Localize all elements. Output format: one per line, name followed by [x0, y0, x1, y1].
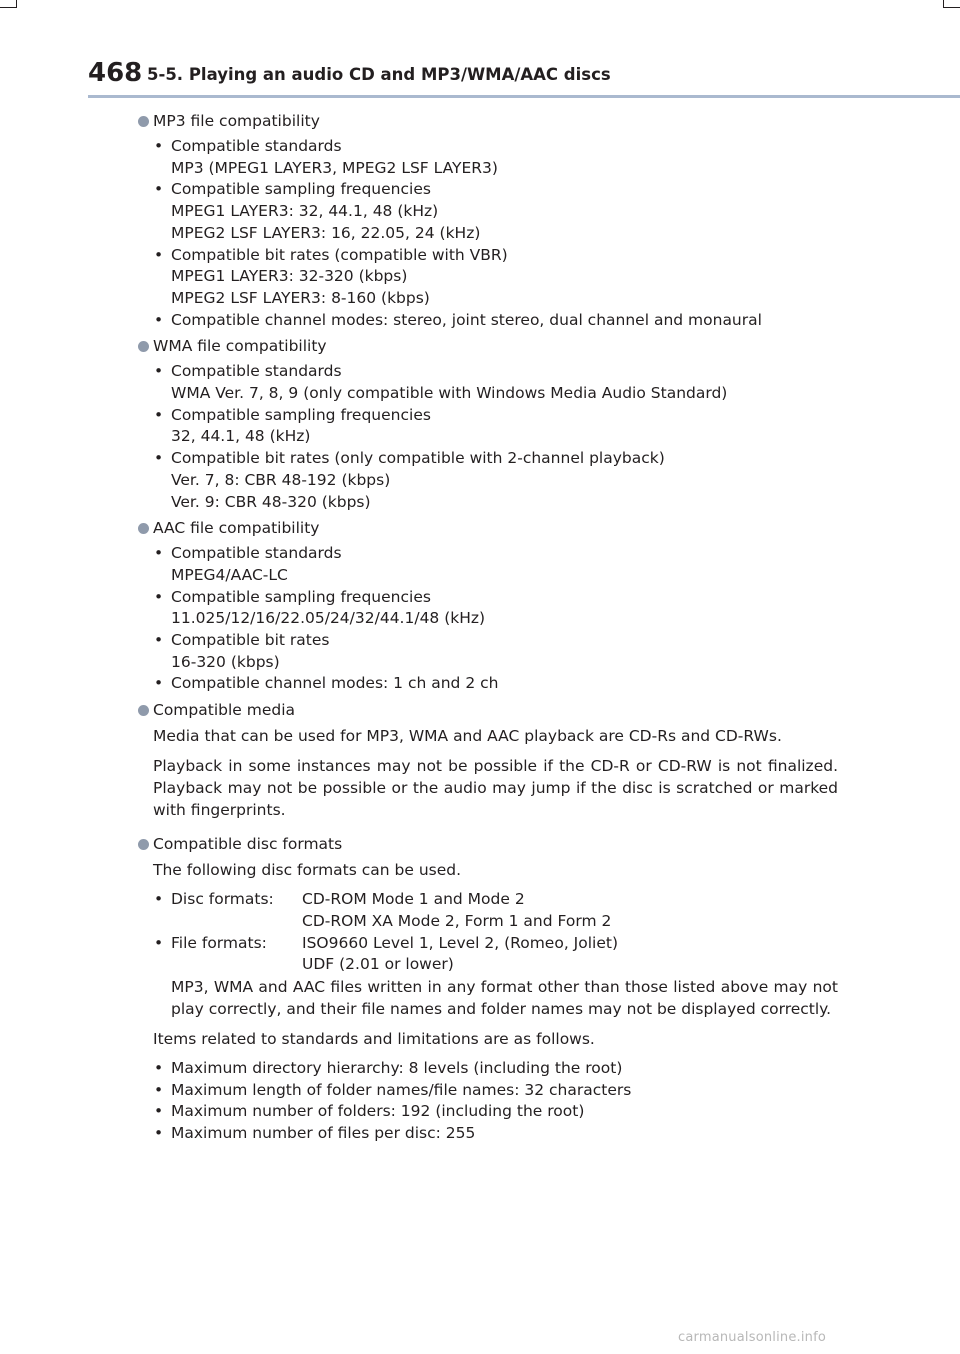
wma-compat-section — [138, 335, 838, 513]
bullet-glyph: • — [154, 674, 164, 693]
mp3-compat-section — [138, 110, 838, 331]
footer-watermark: carmanualsonline.info — [678, 1330, 827, 1345]
format-values — [302, 933, 838, 976]
list-item-detail: Ver. 9: CBR 48-320 (kbps) — [171, 492, 371, 511]
list-item-detail: WMA Ver. 7, 8, 9 (only compatible with Windows Media Audio Standard) — [171, 384, 728, 403]
list-item-detail: Ver. 7, 8: CBR 48-192 (kbps) — [171, 470, 391, 489]
list-item — [138, 405, 838, 448]
format-values — [302, 889, 838, 932]
list-item-label: Compatible bit rates (only compatible with 2-channel playback) — [171, 449, 665, 468]
list-item-label: Maximum number of folders: 192 (including the root) — [171, 1102, 585, 1121]
format-label: File formats: — [171, 933, 267, 952]
section-heading-text: WMA file compatibility — [153, 337, 327, 356]
list-item — [138, 136, 838, 179]
body-paragraph: Items related to standards and limitations are as follows. — [153, 1029, 595, 1048]
list-item-label: Maximum number of files per disc: 255 — [171, 1124, 476, 1143]
list-item — [138, 361, 838, 404]
list-item-label: Compatible channel modes: stereo, joint stereo, dual channel and monaural — [171, 310, 762, 329]
list-item-label: Compatible standards — [171, 137, 342, 155]
list-item-detail: 32, 44.1, 48 (kHz) — [171, 427, 311, 446]
circle-bullet-icon — [138, 705, 149, 716]
list-item-detail: MPEG1 LAYER3: 32-320 (kbps) — [171, 267, 408, 286]
bullet-glyph: • — [154, 1080, 164, 1099]
list-item — [138, 245, 838, 310]
bullet-glyph: • — [154, 1058, 164, 1077]
bullet-glyph: • — [154, 890, 164, 909]
disc-formats-section — [138, 833, 838, 1145]
page-header — [88, 58, 928, 90]
list-item-label: Maximum directory hierarchy: 8 levels (including the root) — [171, 1058, 623, 1077]
bullet-glyph: • — [154, 310, 164, 329]
list-item-label: Compatible bit rates (compatible with VBR) — [171, 245, 508, 264]
header-rule — [88, 95, 960, 98]
bullet-glyph: • — [154, 587, 164, 606]
section-heading — [138, 833, 838, 855]
list-item-label: Maximum length of folder names/file names: 32 characters — [171, 1080, 632, 1099]
bullet-glyph: • — [154, 137, 164, 155]
bullet-glyph: • — [154, 933, 164, 952]
page-number: 468 — [88, 58, 143, 88]
list-item-label: Compatible standards — [171, 544, 342, 563]
list-item — [138, 1080, 838, 1102]
bullet-glyph: • — [154, 405, 164, 424]
bullet-glyph: • — [154, 1124, 164, 1143]
list-item — [138, 1123, 838, 1145]
format-value: UDF (2.01 or lower) — [302, 955, 454, 974]
list-item — [138, 448, 838, 513]
page-content — [138, 110, 838, 1145]
bullet-glyph: • — [154, 449, 164, 468]
circle-bullet-icon — [138, 116, 149, 127]
section-heading-text: AAC file compatibility — [153, 519, 320, 538]
body-paragraph: Playback in some instances may not be possible if the CD-R or CD-RW is not finalized. Playback may not be possible or the audio may jump if the disc is scratched or marked with fingerprints. — [153, 757, 838, 820]
format-label: Disc formats: — [171, 890, 274, 909]
body-paragraph: The following disc formats can be used. — [153, 861, 462, 880]
bullet-list — [138, 1058, 838, 1145]
format-row — [138, 933, 838, 976]
circle-bullet-icon — [138, 839, 149, 850]
list-item-detail: 16-320 (kbps) — [171, 652, 280, 671]
bullet-list — [138, 543, 838, 695]
bullet-glyph: • — [154, 631, 164, 650]
bullet-glyph: • — [154, 544, 164, 563]
format-row — [138, 889, 838, 932]
list-item — [138, 179, 838, 244]
list-item — [138, 543, 838, 586]
aac-compat-section — [138, 517, 838, 695]
section-heading-text: MP3 file compatibility — [153, 112, 320, 130]
list-item-label: Compatible channel modes: 1 ch and 2 ch — [171, 674, 499, 693]
list-item-detail: MPEG2 LSF LAYER3: 16, 22.05, 24 (kHz) — [171, 223, 481, 242]
body-paragraph: MP3, WMA and AAC files written in any format other than those listed above may not play correctly, and their file names and folder names may not be displayed correctly. — [171, 977, 838, 1018]
list-item-label: Compatible sampling frequencies — [171, 180, 431, 199]
bullet-glyph: • — [154, 245, 164, 264]
section-heading-text: Compatible media — [153, 701, 296, 720]
list-item — [138, 1101, 838, 1123]
list-item — [138, 630, 838, 673]
bullet-glyph: • — [154, 1102, 164, 1121]
list-item-detail: MPEG2 LSF LAYER3: 8-160 (kbps) — [171, 288, 430, 307]
bullet-list — [138, 136, 838, 331]
crop-mark — [16, 0, 17, 8]
format-value: ISO9660 Level 1, Level 2, (Romeo, Joliet) — [302, 933, 619, 952]
list-item — [138, 587, 838, 630]
crop-mark — [944, 7, 960, 8]
list-item-detail: MP3 (MPEG1 LAYER3, MPEG2 LSF LAYER3) — [171, 158, 498, 177]
circle-bullet-icon — [138, 523, 149, 534]
body-paragraph: Media that can be used for MP3, WMA and AAC playback are CD-Rs and CD-RWs. — [153, 727, 782, 746]
circle-bullet-icon — [138, 341, 149, 352]
bullet-glyph: • — [154, 362, 164, 381]
format-value: CD-ROM XA Mode 2, Form 1 and Form 2 — [302, 911, 612, 930]
section-heading — [138, 699, 838, 721]
compatible-media-section — [138, 699, 838, 821]
section-title: 5-5. Playing an audio CD and MP3/WMA/AAC discs — [147, 65, 611, 84]
list-item-label: Compatible sampling frequencies — [171, 405, 431, 424]
list-item-detail: 11.025/12/16/22.05/24/32/44.1/48 (kHz) — [171, 609, 486, 628]
list-item-label: Compatible bit rates — [171, 631, 330, 650]
section-heading — [138, 335, 838, 357]
section-heading-text: Compatible disc formats — [153, 835, 343, 854]
list-item-label: Compatible standards — [171, 362, 342, 381]
section-heading — [138, 110, 838, 132]
format-value: CD-ROM Mode 1 and Mode 2 — [302, 890, 525, 909]
bullet-glyph: • — [154, 180, 164, 199]
list-item-label: Compatible sampling frequencies — [171, 587, 431, 606]
list-item — [138, 1058, 838, 1080]
list-item-detail: MPEG4/AAC-LC — [171, 565, 288, 584]
list-item — [138, 310, 838, 332]
list-item — [138, 673, 838, 695]
section-heading — [138, 517, 838, 539]
list-item-detail: MPEG1 LAYER3: 32, 44.1, 48 (kHz) — [171, 202, 439, 221]
bullet-list — [138, 361, 838, 513]
crop-mark — [0, 7, 16, 8]
